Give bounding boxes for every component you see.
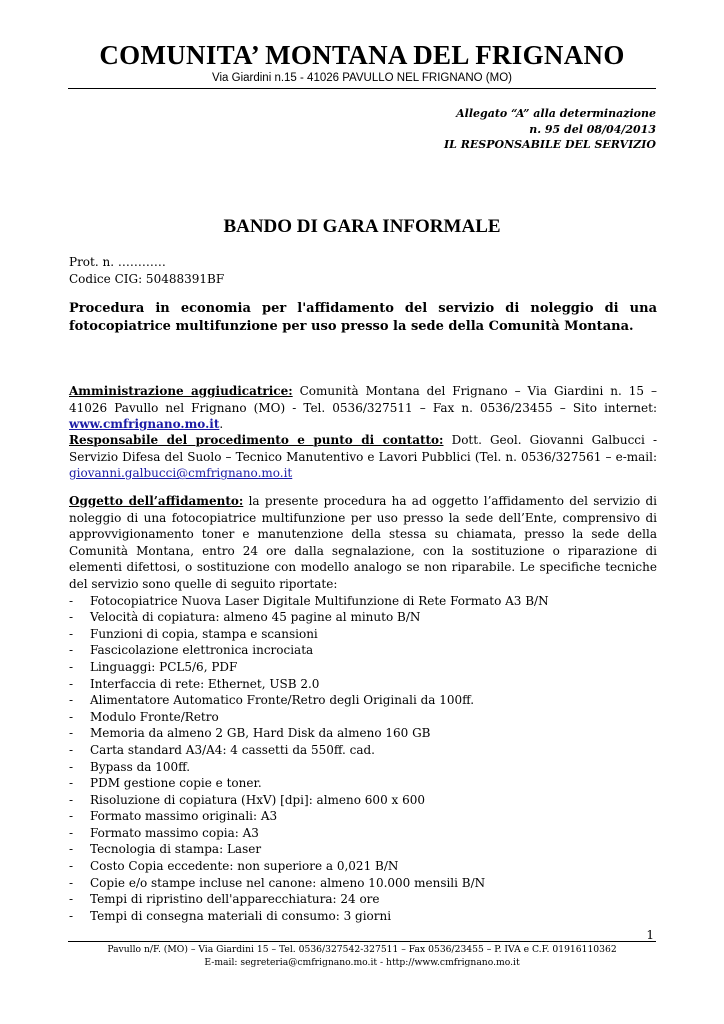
spec-text: Formato massimo originali: A3	[90, 809, 278, 824]
allegato-line-3: IL RESPONSABILE DEL SERVIZIO	[444, 138, 656, 151]
spec-item	[69, 709, 657, 726]
bullet-dash: -	[69, 726, 74, 741]
spec-item	[69, 742, 657, 759]
protocol-block	[69, 254, 657, 287]
spec-item	[69, 908, 657, 925]
bullet-dash: -	[69, 593, 74, 608]
bullet-dash: -	[69, 908, 74, 923]
procedure-subject: Procedura in economia per l'affidamento del servizio di noleggio di una fotocopiatrice multifunzione per uso presso la sede della Comunità Montana.	[69, 301, 657, 334]
spec-text: PDM gestione copie e toner.	[90, 776, 262, 791]
bullet-dash: -	[69, 742, 74, 757]
spec-item	[69, 725, 657, 742]
header-rule	[68, 88, 656, 89]
spec-item	[69, 759, 657, 776]
footer-line-2: E-mail: segreteria@cmfrignano.mo.it - http://www.cmfrignano.mo.it	[204, 957, 520, 968]
spec-text: Memoria da almeno 2 GB, Hard Disk da almeno 160 GB	[90, 726, 431, 741]
spec-text: Tempi di ripristino dell'apparecchiatura: 24 ore	[90, 892, 380, 907]
protocol-number: Prot. n. …………	[69, 255, 166, 269]
bullet-dash: -	[69, 693, 74, 708]
contract-object	[69, 493, 657, 924]
contract-object-paragraph	[69, 493, 657, 593]
spec-text: Fotocopiatrice Nuova Laser Digitale Multifunzione di Rete Formato A3 B/N	[90, 593, 549, 608]
page-number: 1	[646, 928, 654, 942]
spec-text: Velocità di copiatura: almeno 45 pagine al minuto B/N	[90, 610, 421, 625]
spec-item	[69, 841, 657, 858]
contracting-authority-end: .	[219, 417, 224, 432]
spec-text: Bypass da 100ff.	[90, 759, 191, 774]
allegato-line-2: n. 95 del 08/04/2013	[529, 122, 656, 136]
bullet-dash: -	[69, 709, 74, 724]
spec-item	[69, 792, 657, 809]
spec-item	[69, 692, 657, 709]
bullet-dash: -	[69, 676, 74, 691]
spec-text: Tecnologia di stampa: Laser	[90, 842, 262, 857]
email-link[interactable]: giovanni.galbucci@cmfrignano.mo.it	[69, 466, 293, 481]
bullet-dash: -	[69, 626, 74, 641]
spec-text: Fascicolazione elettronica incrociata	[90, 643, 314, 658]
spec-item	[69, 875, 657, 892]
bullet-dash: -	[69, 792, 74, 807]
contract-object-label: Oggetto dell’affidamento:	[69, 494, 244, 508]
spec-item	[69, 642, 657, 659]
spec-text: Tempi di consegna materiali di consumo: 3 giorni	[90, 908, 392, 923]
bullet-dash: -	[69, 610, 74, 625]
spec-text: Alimentatore Automatico Fronte/Retro degli Originali da 100ff.	[90, 693, 475, 708]
contracting-authority-label: Amministrazione aggiudicatrice:	[69, 384, 293, 398]
bullet-dash: -	[69, 759, 74, 774]
website-link[interactable]: www.cmfrignano.mo.it	[69, 417, 220, 432]
bullet-dash: -	[69, 809, 74, 824]
procedure-manager	[69, 432, 657, 482]
bullet-dash: -	[69, 842, 74, 857]
spec-item	[69, 593, 657, 610]
spec-item	[69, 676, 657, 693]
spec-item	[69, 775, 657, 792]
spec-text: Linguaggi: PCL5/6, PDF	[90, 659, 238, 674]
contracting-authority	[69, 383, 657, 433]
footer-line-1: Pavullo n/F. (MO) – Via Giardini 15 – Tel. 0536/327542-327511 – Fax 0536/23455 – P. IVA e C.F. 01916110362	[107, 944, 617, 955]
bullet-dash: -	[69, 825, 74, 840]
spec-text: Modulo Fronte/Retro	[90, 709, 219, 724]
spec-text: Carta standard A3/A4: 4 cassetti da 550ff. cad.	[90, 742, 375, 757]
spec-item	[69, 808, 657, 825]
spec-text: Copie e/o stampe incluse nel canone: almeno 10.000 mensili B/N	[90, 875, 486, 890]
spec-item	[69, 891, 657, 908]
spec-item	[69, 626, 657, 643]
spec-text: Risoluzione di copiatura (HxV) [dpi]: almeno 600 x 600	[90, 792, 426, 807]
footer-rule	[68, 941, 656, 942]
bullet-dash: -	[69, 892, 74, 907]
cig-code: Codice CIG: 50488391BF	[69, 271, 225, 286]
bullet-dash: -	[69, 859, 74, 874]
spec-text: Funzioni di copia, stampa e scansioni	[90, 626, 318, 641]
spec-item	[69, 825, 657, 842]
spec-item	[69, 609, 657, 626]
spec-text: Costo Copia eccedente: non superiore a 0,021 B/N	[90, 859, 399, 874]
bullet-dash: -	[69, 643, 74, 658]
spec-text: Interfaccia di rete: Ethernet, USB 2.0	[90, 676, 320, 691]
header-address: Via Giardini n.15 - 41026 PAVULLO NEL FRIGNANO (MO)	[212, 72, 512, 84]
contract-object-text: la presente procedura ha ad oggetto l’affidamento del servizio di noleggio di una fotocopiatrice multifunzione per uso presso la sede dell’Ente, comprensivo di approvvigionamento toner e manutenzione della stessa su chiamata, presso la sede della Comunità Montana, entro 24 ore dalla segnalazione, con la sostituzione o riparazione di elementi difettosi, o sostituzione con modello analogo se non riparabile. Le specifiche tecniche del servizio sono quelle di seguito riportate:	[69, 494, 657, 591]
allegato-block	[444, 106, 656, 153]
procedure-manager-label: Responsabile del procedimento e punto di contatto:	[69, 433, 444, 447]
allegato-line-1: Allegato “A” alla determinazione	[456, 107, 656, 120]
bullet-dash: -	[69, 875, 74, 890]
spec-list	[69, 593, 657, 925]
spec-item	[69, 659, 657, 676]
bullet-dash: -	[69, 776, 74, 791]
header-title: COMUNITA’ MONTANA DEL FRIGNANO	[99, 40, 625, 70]
bullet-dash: -	[69, 659, 74, 674]
bando-title: BANDO DI GARA INFORMALE	[223, 216, 501, 237]
procedure-manager-text: Dott. Geol. Giovanni Galbucci - Servizio Difesa del Suolo – Tecnico Manutentivo e Lavori Pubblici (Tel. n. 0536/327561 – e-mail:	[69, 433, 657, 464]
spec-item	[69, 858, 657, 875]
spec-text: Formato massimo copia: A3	[90, 825, 259, 840]
contracting-authority-text: Comunità Montana del Frignano – Via Giardini n. 15 – 41026 Pavullo nel Frignano (MO) - Tel. 0536/327511 – Fax n. 0536/23455 – Sito internet:	[69, 384, 658, 415]
